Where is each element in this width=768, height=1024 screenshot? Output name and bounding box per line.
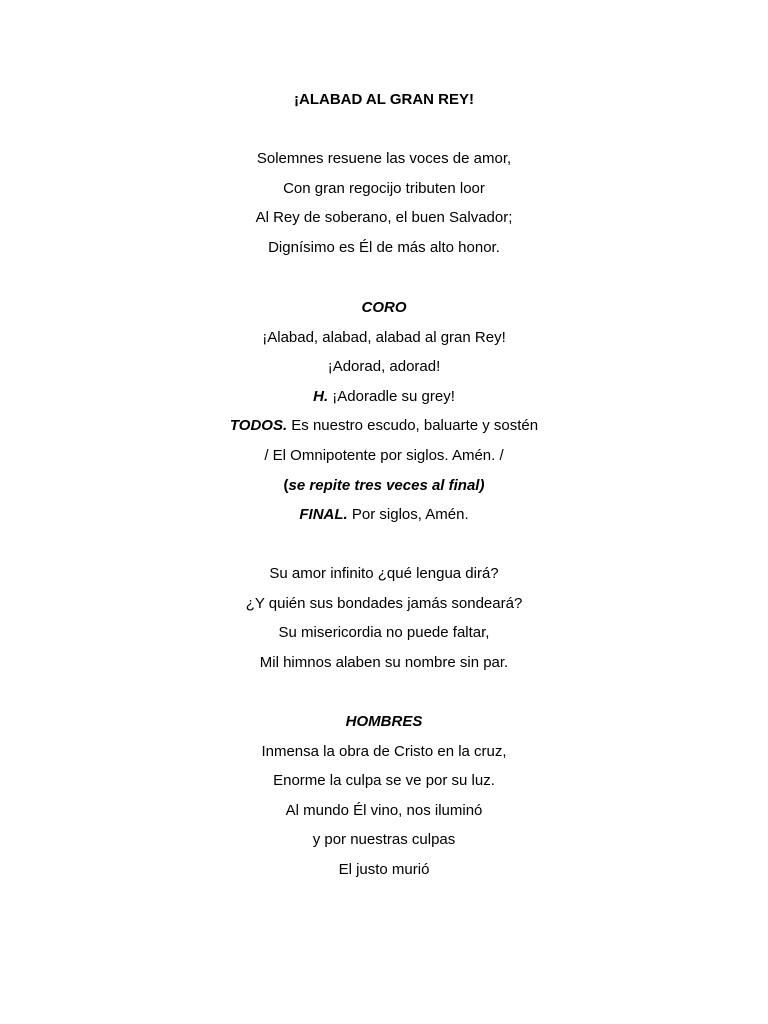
chorus-line: ¡Adorad, adorad!: [327, 358, 441, 376]
men-line: Al mundo Él vino, nos iluminó: [285, 801, 483, 819]
verse-1-line: Dignísimo es Él de más alto honor.: [268, 238, 500, 256]
chorus-line: ¡Alabad, alabad, alabad al gran Rey!: [262, 328, 506, 346]
hymn-title: ¡ALABAD AL GRAN REY!: [294, 91, 474, 108]
men-line: Inmensa la obra de Cristo en la cruz,: [261, 742, 507, 760]
verse-2-line: Mil himnos alaben su nombre sin par.: [259, 653, 509, 671]
men-line: El justo murió: [338, 860, 430, 878]
repeat-note-text: se repite tres veces al final): [288, 476, 485, 494]
todos-text: Es nuestro escudo, baluarte y sostén: [287, 417, 539, 435]
h-label: H.: [313, 387, 329, 405]
men-heading: HOMBRES: [345, 713, 423, 730]
verse-2: [0, 564, 768, 682]
chorus-line-h: [0, 387, 768, 417]
men-line: y por nuestras culpas: [312, 831, 456, 849]
chorus-heading: CORO: [361, 299, 407, 316]
verse-2-line: ¿Y quién sus bondades jamás sondeará?: [245, 594, 523, 612]
verse-2-line: Su amor infinito ¿qué lengua dirá?: [269, 565, 499, 582]
chorus-line: / El Omnipotente por siglos. Amén. /: [264, 446, 504, 464]
verse-1-line: Con gran regocijo tributen loor: [283, 179, 485, 197]
chorus: [0, 298, 768, 535]
men-section: [0, 712, 768, 890]
final-label: FINAL.: [299, 506, 348, 524]
chorus-line-final: [0, 505, 768, 535]
verse-1-line: Solemnes resuene las voces de amor,: [256, 150, 512, 167]
verse-1: [0, 149, 768, 267]
chorus-line-todos: [0, 416, 768, 446]
verse-1-line: Al Rey de soberano, el buen Salvador;: [255, 209, 513, 227]
repeat-note: [0, 476, 768, 506]
men-line: Enorme la culpa se ve por su luz.: [273, 772, 495, 790]
repeat-open-paren: (: [283, 476, 289, 494]
verse-2-line: Su misericordia no puede faltar,: [278, 624, 490, 642]
todos-label: TODOS.: [229, 417, 288, 435]
final-text: Por siglos, Amén.: [347, 506, 469, 524]
h-text: ¡Adoradle su grey!: [328, 387, 455, 405]
